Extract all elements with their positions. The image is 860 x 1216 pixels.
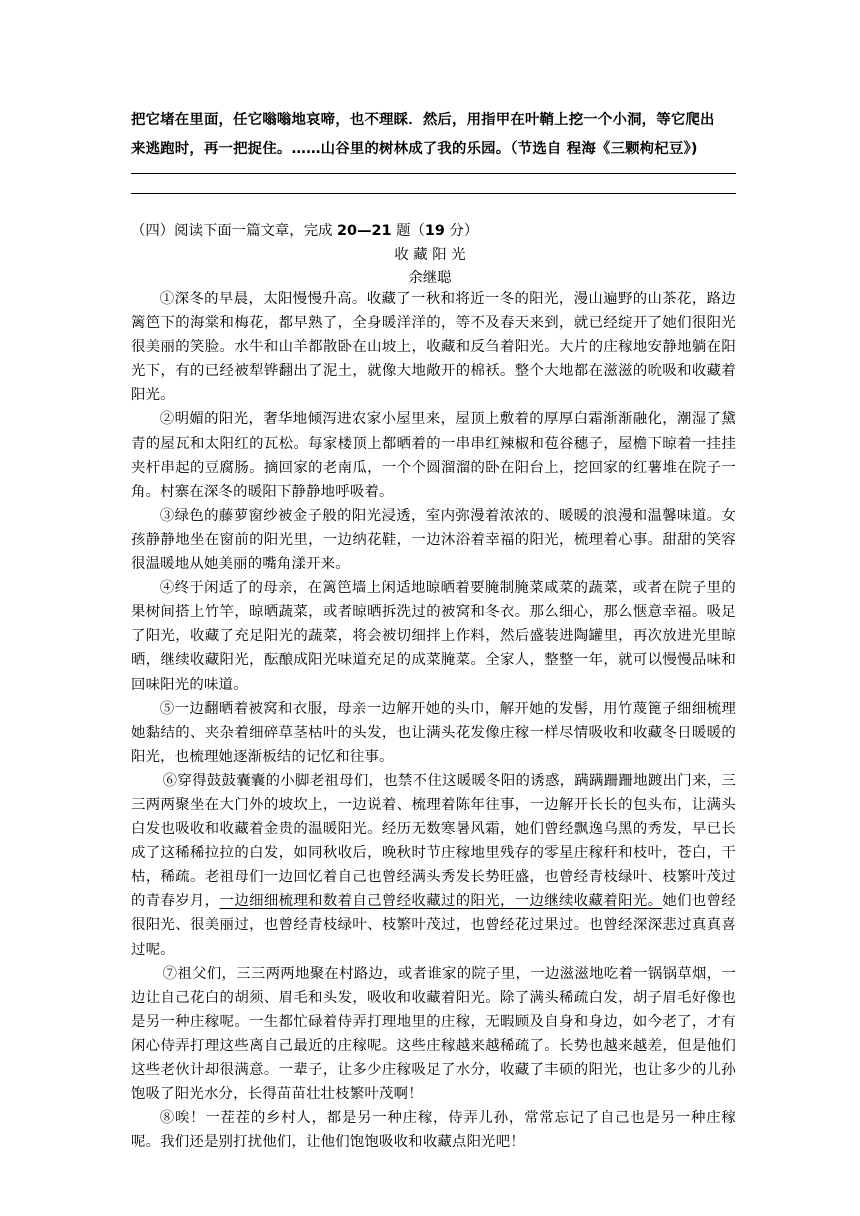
article-title: 收 藏 阳 光	[394, 247, 466, 263]
answer-line-2	[131, 193, 736, 194]
paragraph-4: ④终于闲适了的母亲，在篱笆墙上闲适地晾晒着要腌制腌菜咸菜的蔬菜，或者在院子里的果树间搭上竹竿，晾晒蔬菜，或者晾晒拆洗过的被窝和冬衣。那么细心，那么惬意幸福。吸足了阳光，收藏了充足阳光的蔬菜，将会被切细拌上作料，然后盛装进陶罐里，再次放进光里晾晒，继续收藏阳光，酝酿成阳光味道充足的成菜腌菜。全家人，整整一年，就可以慢慢品味和回味阳光的味道。	[131, 580, 736, 693]
paragraph-2: ②明媚的阳光，奢华地倾泻进农家小屋里来，屋顶上敷着的厚厚白霜渐渐融化，潮湿了黛青的屋瓦和太阳红的瓦松。每家楼顶上都晒着的一串串红辣椒和苞谷穗子，屋檐下晾着一挂挂夹杆串起的豆腐肠。摘回家的老南瓜，一个个圆溜溜的卧在阳台上，挖回家的红薯堆在院子一角。村寨在深冬的暖阳下静静地呼吸着。	[131, 411, 736, 500]
paragraph-6	[131, 769, 736, 962]
previous-passage-ending	[131, 106, 736, 164]
heading-suffix: 分）	[444, 223, 479, 239]
paragraph-6-text-a: ⑥穿得鼓鼓囊囊的小脚老祖母们，也禁不住这暖暖冬阳的诱惑，蹒蹒跚跚地踱出门来，三三两两聚坐在大门外的坡坎上，一边说着、梳理着陈年往事，一边解开长长的包头布，让满头白发也吸收和收藏着金贵的温暖阳光。经历无数寒暑风霜，她们曾经飘逸乌黑的秀发，早已长成了这稀稀拉拉的白发，如同秋收后，晚秋时节庄稼地里残存的零星庄稼秆和枝叶，苍白，干枯，稀疏。老祖母们一边回忆着自己也曾经满头秀发长势旺盛，也曾经青枝绿叶、枝繁叶茂过的青春岁月，	[131, 772, 736, 910]
paragraph-1: ①深冬的早晨，太阳慢慢升高。收藏了一秋和将近一冬的阳光，漫山遍野的山茶花，路边篱笆下的海棠和梅花，都早熟了，全身暖洋洋的，等不及春天来到，就已经绽开了她们很阳光很美丽的笑脸。水牛和山羊都散卧在山坡上，收藏和反刍着阳光。大片的庄稼地安静地躺在阳光下，有的已经被犁铧翻出了泥土，就像大地敞开的棉袄。整个大地都在滋滋的吮吸和收藏着阳光。	[131, 291, 736, 404]
paragraph-8: ⑧唉！一茬茬的乡村人，都是另一种庄稼，侍弄儿孙，常常忘记了自己也是另一种庄稼呢。我们还是别打扰他们，让他们饱饱吸收和收藏点阳光吧！	[131, 1110, 736, 1151]
question-range: 20—21	[337, 223, 392, 239]
paragraph-7: ⑦祖父们，三三两两地聚在村路边，或者谁家的院子里，一边滋滋地吃着一锅锅草烟，一边让自己花白的胡须、眉毛和头发，吸收和收藏着阳光。除了满头稀疏白发，胡子眉毛好像也是另一种庄稼呢。一生都忙碌着侍弄打理地里的庄稼，无暇顾及自身和身边，如今老了，才有闲心侍弄打理这些离自己最近的庄稼呢。这些庄稼越来越稀疏了。长势也越来越差，但是他们这些老伙计却很满意。一辈子，让多少庄稼吸足了水分，收藏了丰硕的阳光，也让多少的儿孙饱吸了阳光水分，长得苗苗壮壮枝繁叶茂啊！	[131, 965, 736, 1103]
paragraph-6-text-b: 她们也曾经很阳光、很美丽过，也曾经青枝绿叶、枝繁叶茂过，也曾经花过果过。也曾经深深悲过真真喜过呢。	[131, 893, 736, 958]
answer-line-1	[131, 173, 736, 174]
section-heading	[131, 221, 478, 241]
article-author: 余继聪	[408, 270, 452, 286]
underlined-sentence: 一边细细梳理和数着自己曾经收藏过的阳光，一边继续收藏着阳光。	[219, 893, 663, 910]
score-value: 19	[424, 223, 445, 239]
paragraph-3: ③绿色的藤萝窗纱被金子般的阳光浸透，室内弥漫着浓浓的、暖暖的浪漫和温馨味道。女孩静静地坐在窗前的阳光里，一边纳花鞋，一边沐浴着幸福的阳光，梳理着心事。甜甜的笑容很温暖地从她美丽的嘴角漾开来。	[131, 507, 736, 573]
heading-prefix: （四）阅读下面一篇文章，完成	[131, 223, 338, 239]
passage-line-2: 来逃跑时，再一把捉住。……山谷里的树林成了我的乐园。（节选自 程海《三颗枸杞豆》)	[131, 141, 698, 157]
paragraph-5: ⑤一边翻晒着被窝和衣服，母亲一边解开她的头巾，解开她的发髻，用竹蔑篦子细细梳理她黏结的、夹杂着细碎草茎枯叶的头发，也让满头花发像庄稼一样尽情吸收和收藏冬日暖暖的阳光，也梳理她逐渐板结的记忆和往事。	[131, 700, 736, 765]
article-body	[131, 287, 736, 1154]
passage-line-1: 把它堵在里面，任它嗡嗡地哀啼，也不理睬．然后，用指甲在叶鞘上挖一个小洞，等它爬出	[131, 112, 715, 128]
heading-middle: 题（	[391, 223, 425, 239]
